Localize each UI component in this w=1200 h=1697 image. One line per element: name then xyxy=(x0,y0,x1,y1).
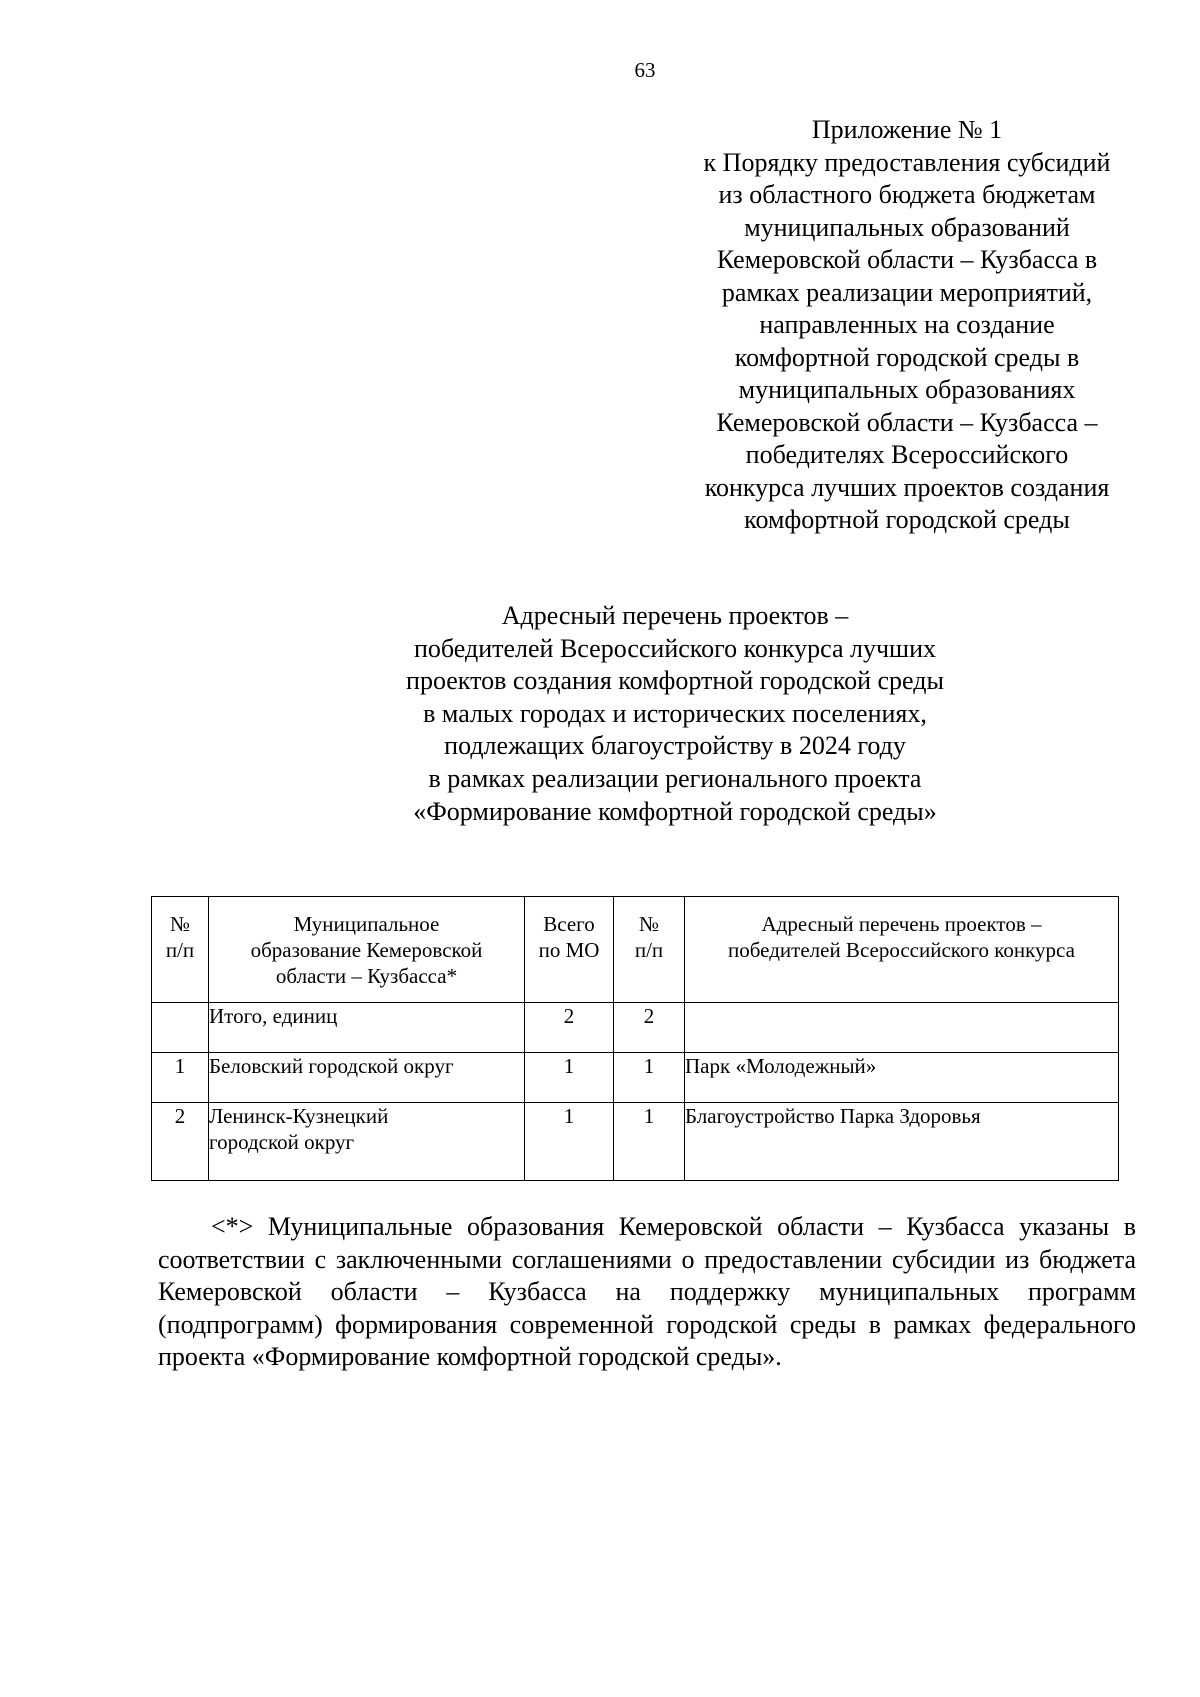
header-num2: № п/п xyxy=(614,897,685,1003)
title-line: проектов создания комфортной городской среды xyxy=(406,666,944,696)
appendix-line: к Порядку предоставления субсидий xyxy=(703,147,1111,177)
header-total: Всего по МО xyxy=(525,897,614,1003)
table-header-row xyxy=(152,897,1119,1003)
cell-num2: 1 xyxy=(614,1103,685,1181)
cell-municipality: Итого, единиц xyxy=(209,1003,525,1053)
footnote: <*> Муниципальные образования Кемеровской области – Кузбасса указаны в соответствии с заключенными соглашениями о предоставлении субсидии из бюджета Кемеровской области – Кузбасса на поддержку муниципальных программ (подпрограмм) формирования современной городской среды в рамках федерального проекта «Формирование комфортной городской среды». xyxy=(158,1212,1136,1372)
table-row xyxy=(152,1103,1119,1181)
appendix-line: Приложение № 1 xyxy=(811,115,1003,144)
cell-municipality: Ленинск-Кузнецкий городской округ xyxy=(209,1103,525,1181)
cell-total: 1 xyxy=(525,1103,614,1181)
header-municipality: Муниципальное образование Кемеровской области – Кузбасса* xyxy=(209,897,525,1003)
cell-project xyxy=(685,1003,1119,1053)
appendix-line: Кемеровской области – Кузбасса – xyxy=(716,407,1098,437)
page-number: 63 xyxy=(634,58,656,82)
cell-num2: 1 xyxy=(614,1053,685,1103)
appendix-line: комфортной городской среды в xyxy=(734,342,1080,372)
appendix-header xyxy=(672,114,1142,537)
title-line: победителей Всероссийского конкурса лучших xyxy=(413,633,936,663)
header-projects: Адресный перечень проектов – победителей Всероссийского конкурса xyxy=(685,897,1119,1003)
table-row xyxy=(152,1053,1119,1103)
document-title xyxy=(330,600,1020,828)
cell-num: 1 xyxy=(152,1053,209,1103)
cell-project: Благоустройство Парка Здоровья xyxy=(685,1103,1119,1181)
title-line: в рамках реализации регионального проекта xyxy=(428,763,922,793)
projects-table xyxy=(151,896,1119,1181)
cell-num: 2 xyxy=(152,1103,209,1181)
title-line: в малых городах и исторических поселениях, xyxy=(423,698,927,728)
title-line: Адресный перечень проектов – xyxy=(501,601,849,630)
cell-num xyxy=(152,1003,209,1053)
appendix-line: из областного бюджета бюджетам xyxy=(718,180,1096,209)
appendix-line: направленных на создание xyxy=(759,310,1055,339)
appendix-line: рамках реализации мероприятий, xyxy=(721,277,1093,307)
appendix-line: муниципальных образований xyxy=(744,212,1070,242)
appendix-line: Кемеровской области – Кузбасса в xyxy=(716,245,1098,274)
cell-total: 2 xyxy=(525,1003,614,1053)
title-line: подлежащих благоустройству в 2024 году xyxy=(444,731,906,761)
appendix-line: конкурса лучших проектов создания xyxy=(704,472,1110,502)
title-line: «Формирование комфортной городской среды» xyxy=(413,796,937,826)
table-row xyxy=(152,1003,1119,1053)
cell-municipality: Беловский городской округ xyxy=(209,1053,525,1103)
appendix-line: победителях Всероссийского xyxy=(745,440,1069,469)
appendix-line: комфортной городской среды xyxy=(744,505,1070,534)
cell-project: Парк «Молодежный» xyxy=(685,1053,1119,1103)
appendix-line: муниципальных образованиях xyxy=(738,375,1076,404)
header-num: № п/п xyxy=(152,897,209,1003)
cell-num2: 2 xyxy=(614,1003,685,1053)
cell-total: 1 xyxy=(525,1053,614,1103)
